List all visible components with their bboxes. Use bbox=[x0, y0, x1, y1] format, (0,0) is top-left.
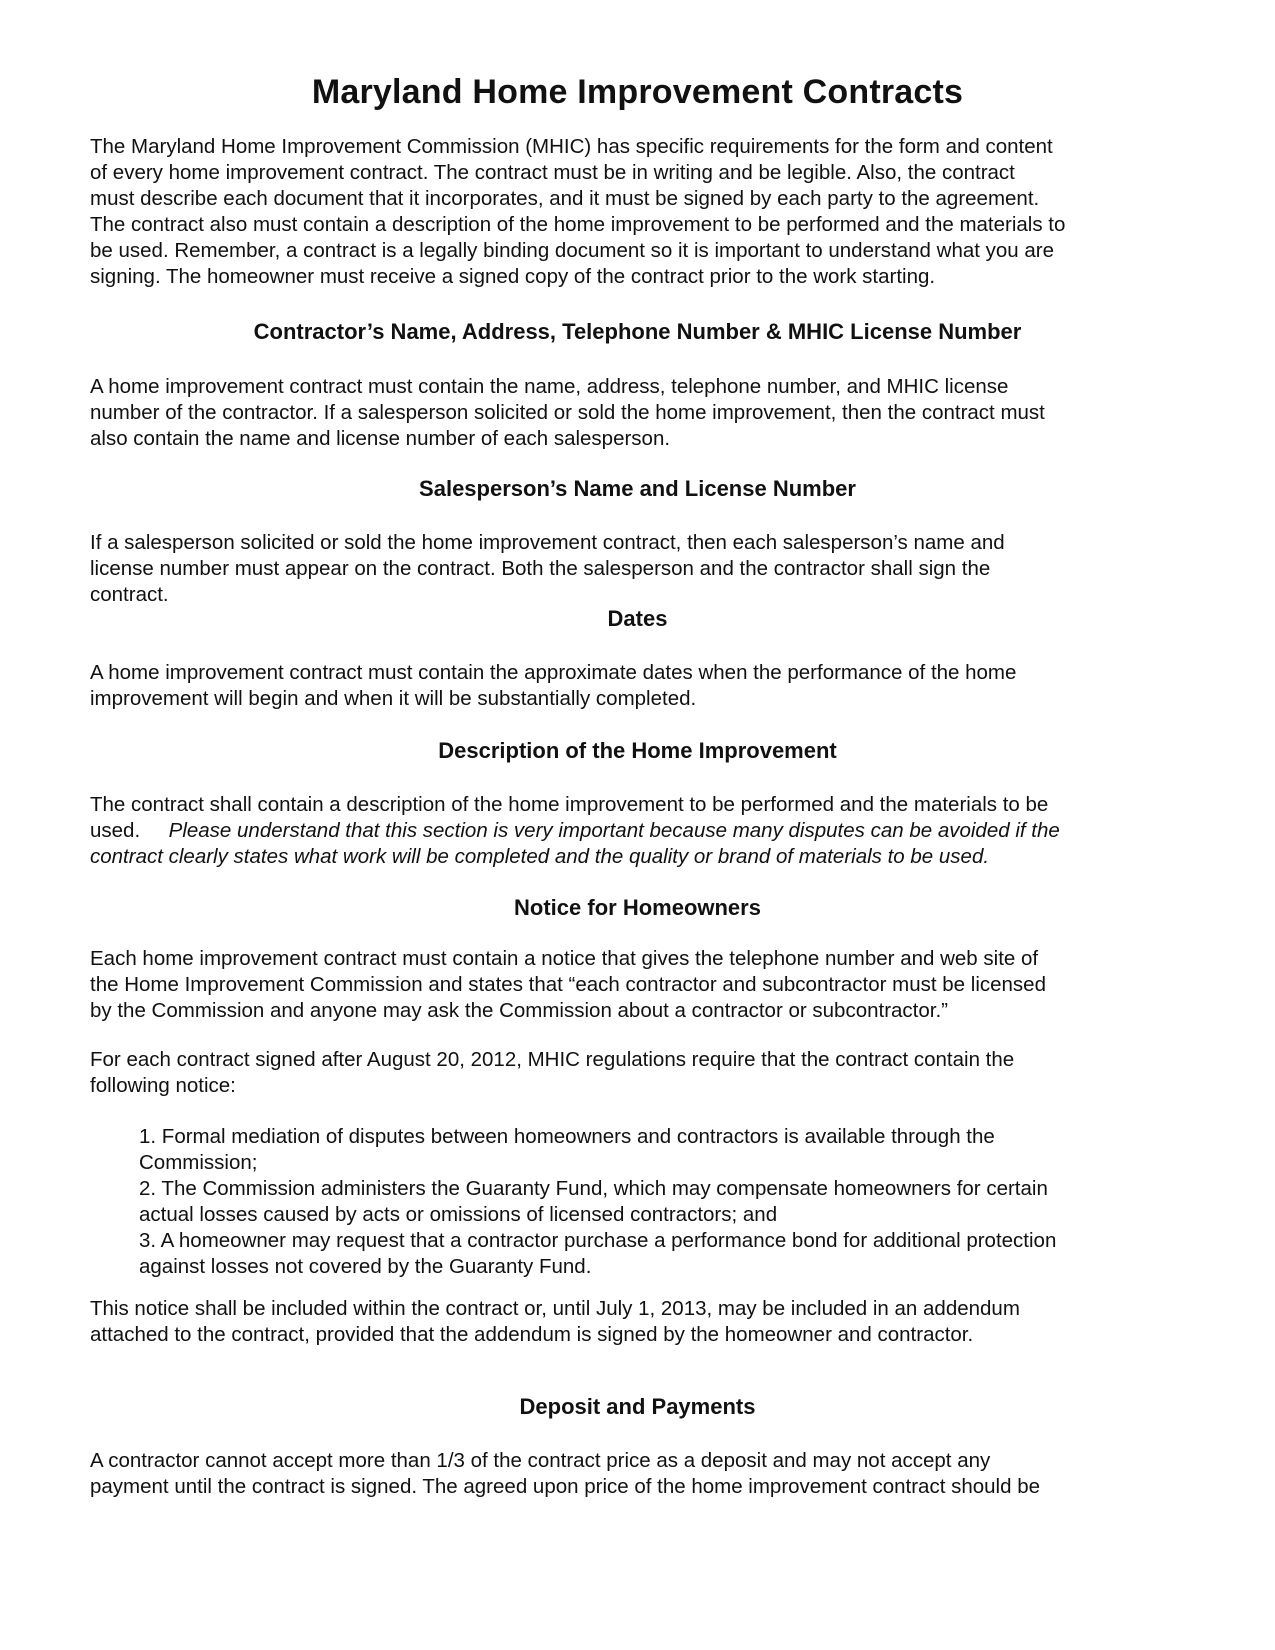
list-item bbox=[139, 1124, 1199, 1176]
heading-deposit: Deposit and Payments bbox=[519, 1394, 756, 1419]
heading-dates: Dates bbox=[607, 606, 668, 631]
closing-paragraph bbox=[90, 1296, 1200, 1348]
list-item-line: 2. The Commission administers the Guaranty Fund, which may compensate homeowners for certain bbox=[139, 1177, 1048, 1200]
paragraph-text: used. bbox=[90, 819, 169, 842]
paragraph-line: following notice: bbox=[90, 1074, 236, 1097]
intro-paragraph bbox=[90, 134, 1200, 290]
intro-line: The Maryland Home Improvement Commission (MHIC) has specific requirements for the form and content bbox=[90, 135, 1053, 158]
emphasis-text: Please understand that this section is very important because many disputes can be avoided if the bbox=[168, 819, 1060, 842]
intro-line: must describe each document that it incorporates, and it must be signed by each party to the agreement. bbox=[90, 187, 1040, 210]
paragraph-line: If a salesperson solicited or sold the home improvement contract, then each salesperson’s name and bbox=[90, 531, 1005, 554]
notice-paragraph bbox=[90, 946, 1200, 1024]
paragraph-line: A home improvement contract must contain the approximate dates when the performance of the home bbox=[90, 661, 1017, 684]
paragraph-line: by the Commission and anyone may ask the Commission about a contractor or subcontractor.” bbox=[90, 999, 948, 1022]
paragraph-line: number of the contractor. If a salesperson solicited or sold the home improvement, then the contract must bbox=[90, 401, 1045, 424]
paragraph-line: the Home Improvement Commission and states that “each contractor and subcontractor must be licensed bbox=[90, 973, 1046, 996]
intro-line: be used. Remember, a contract is a legally binding document so it is important to understand what you are bbox=[90, 239, 1055, 262]
list-item bbox=[139, 1228, 1199, 1280]
paragraph-line: contract. bbox=[90, 583, 169, 606]
intro-line: signing. The homeowner must receive a signed copy of the contract prior to the work starting. bbox=[90, 265, 936, 288]
paragraph-line: This notice shall be included within the contract or, until July 1, 2013, may be included in an addendum bbox=[90, 1297, 1020, 1320]
deposit-paragraph bbox=[90, 1448, 1200, 1500]
description-paragraph bbox=[90, 792, 1200, 870]
list-item-line: actual losses caused by acts or omissions of licensed contractors; and bbox=[139, 1203, 778, 1226]
heading-description: Description of the Home Improvement bbox=[438, 738, 837, 763]
paragraph-line: attached to the contract, provided that the addendum is signed by the homeowner and contractor. bbox=[90, 1323, 974, 1346]
paragraph-line bbox=[90, 844, 1200, 870]
paragraph-line: A contractor cannot accept more than 1/3 of the contract price as a deposit and may not accept any bbox=[90, 1449, 991, 1472]
paragraph-line: A home improvement contract must contain the name, address, telephone number, and MHIC license bbox=[90, 375, 1009, 398]
list-item-line: 3. A homeowner may request that a contractor purchase a performance bond for additional protection bbox=[139, 1229, 1057, 1252]
emphasis-text: contract clearly states what work will be completed and the quality or brand of materials to be used. bbox=[90, 845, 990, 868]
paragraph-line: license number must appear on the contract. Both the salesperson and the contractor shall sign the bbox=[90, 557, 991, 580]
paragraph-line bbox=[90, 818, 1200, 844]
regulation-paragraph bbox=[90, 1047, 1200, 1099]
paragraph-line: Each home improvement contract must contain a notice that gives the telephone number and web site of bbox=[90, 947, 1039, 970]
list-item bbox=[139, 1176, 1199, 1228]
heading-salesperson: Salesperson’s Name and License Number bbox=[419, 476, 856, 501]
list-item-line: against losses not covered by the Guaranty Fund. bbox=[139, 1255, 592, 1278]
list-item-line: Commission; bbox=[139, 1151, 258, 1174]
intro-line: The contract also must contain a description of the home improvement to be performed and the materials to bbox=[90, 213, 1066, 236]
paragraph-line: The contract shall contain a description of the home improvement to be performed and the materials to be bbox=[90, 793, 1049, 816]
paragraph-line: payment until the contract is signed. The agreed upon price of the home improvement contract should be bbox=[90, 1475, 1041, 1498]
paragraph-line: For each contract signed after August 20, 2012, MHIC regulations require that the contract contain the bbox=[90, 1048, 1015, 1071]
intro-line: of every home improvement contract. The contract must be in writing and be legible. Also, the contract bbox=[90, 161, 1015, 184]
list-item-line: 1. Formal mediation of disputes between homeowners and contractors is available through the bbox=[139, 1125, 995, 1148]
heading-contractor: Contractor’s Name, Address, Telephone Number & MHIC License Number bbox=[253, 319, 1022, 344]
contractor-paragraph bbox=[90, 374, 1200, 452]
salesperson-paragraph bbox=[90, 530, 1200, 608]
dates-paragraph bbox=[90, 660, 1200, 712]
notice-list bbox=[139, 1124, 1199, 1280]
document-title: Maryland Home Improvement Contracts bbox=[311, 73, 964, 111]
paragraph-line: improvement will begin and when it will be substantially completed. bbox=[90, 687, 697, 710]
heading-notice: Notice for Homeowners bbox=[514, 895, 761, 920]
paragraph-line: also contain the name and license number of each salesperson. bbox=[90, 427, 671, 450]
